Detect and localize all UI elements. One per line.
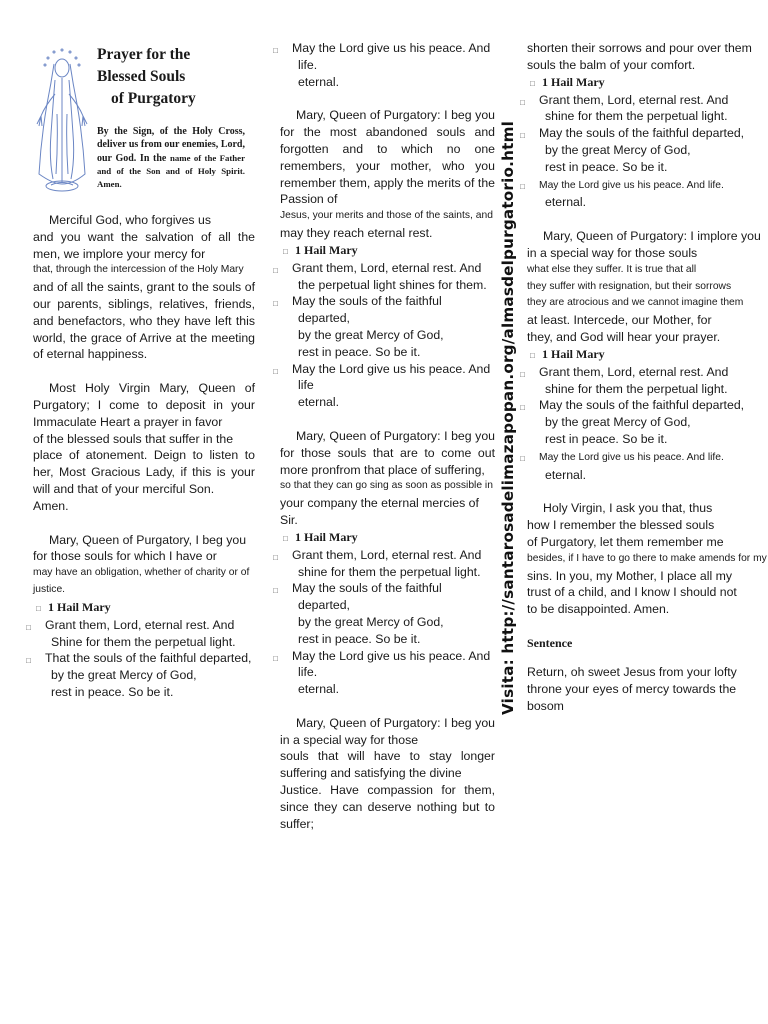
box-icon: □ xyxy=(26,622,31,632)
box-icon: □ xyxy=(273,366,278,376)
paragraph: they are atrocious and we cannot imagine them xyxy=(527,297,744,309)
box-icon: □ xyxy=(520,97,525,107)
box-icon: □ xyxy=(520,403,525,413)
bullet-text: Grant them, Lord, eternal rest. And xyxy=(45,617,235,632)
paragraph: Most Holy Virgin Mary, Queen of Purgatory; I come to deposit in your Immaculate Heart a prayer in favor xyxy=(33,381,255,429)
box-icon: □ xyxy=(520,131,525,141)
bullet-continuation: eternal. xyxy=(545,195,587,210)
bullet-text: Grant them, Lord, eternal rest. And xyxy=(539,92,729,107)
paragraph: to be disappointed. Amen. xyxy=(527,602,670,617)
bullet-continuation: rest in peace. So be it. xyxy=(545,431,668,446)
column-1 xyxy=(26,212,255,701)
paragraph: besides, if I have to go there to make amends for my xyxy=(527,552,767,564)
bullet-continuation: shine for them the perpetual light. xyxy=(545,381,728,396)
sign-line: By the Sign, of the Holy Cross, deliver us from our enemies, Lord, our God. In the xyxy=(97,126,245,164)
paragraph: at least. Intercede, our Mother, for xyxy=(527,313,712,328)
paragraph: and of all the saints, grant to the souls of our parents, siblings, relatives, friends, and benefactors, who they have left this world, the grace of Arrive at the meeting of eternal happiness. xyxy=(33,280,255,362)
bullet-item xyxy=(520,364,763,381)
page-title xyxy=(97,44,227,110)
bullet-continuation: rest in peace. So be it. xyxy=(298,631,421,646)
sentence-heading: Sentence xyxy=(527,635,573,650)
bullet-continuation: Shine for them the perpetual light. xyxy=(51,634,236,649)
paragraph: what else they suffer. It is true that all xyxy=(527,263,697,275)
column-3 xyxy=(520,40,767,714)
bullet-text: Grant them, Lord, eternal rest. And xyxy=(292,547,482,562)
box-icon: □ xyxy=(26,656,31,666)
paragraph: how I remember the blessed souls xyxy=(527,518,715,533)
sign-of-cross xyxy=(97,125,245,191)
paragraph: trust of a child, and I know I should not xyxy=(527,585,737,600)
paragraph: for those souls for which I have or xyxy=(33,549,217,564)
paragraph: Mary, Queen of Purgatory: I beg you for those souls that are to come out more pronfrom that place of suffering, xyxy=(280,428,495,477)
bullet-item xyxy=(273,648,495,682)
box-icon: □ xyxy=(273,299,278,309)
bullet-continuation: by the great Mercy of God, xyxy=(298,614,444,629)
paragraph: Merciful God, who forgives us xyxy=(49,213,211,227)
title-line: Prayer for the xyxy=(97,46,191,63)
paragraph: souls that will have to stay longer suffering and satisfying the divine xyxy=(280,749,495,781)
paragraph: they suffer with resignation, but their sorrows xyxy=(527,280,732,292)
bullet-continuation: eternal. xyxy=(298,74,340,89)
hail-mary-label: 1 Hail Mary xyxy=(295,529,358,544)
paragraph: throne your eyes of mercy towards the bosom xyxy=(527,681,737,713)
bullet-continuation: shine for them the perpetual light. xyxy=(545,109,728,124)
bullet-item xyxy=(26,617,255,634)
hail-mary-heading xyxy=(527,74,763,92)
paragraph: Amen. xyxy=(33,498,69,513)
virgin-mary-icon xyxy=(33,44,91,194)
bullet-text: May the souls of the faithful departed, xyxy=(539,398,745,413)
bullet-item xyxy=(273,580,495,614)
paragraph: and you want the salvation of all the men, we implore your mercy for xyxy=(33,229,255,261)
box-icon: □ xyxy=(273,552,278,562)
box-icon: □ xyxy=(520,181,525,191)
bullet-continuation: by the great Mercy of God, xyxy=(51,668,197,683)
bullet-continuation: rest in peace. So be it. xyxy=(545,159,668,174)
paragraph: Holy Virgin, I ask you that, thus xyxy=(543,501,713,516)
bullet-item xyxy=(273,40,495,74)
paragraph: Mary, Queen of Purgatory: I beg you for the most abandoned souls and forgotten and to which no one remembers, your mother, who you remember them, apply the merits of the Passion of xyxy=(280,108,495,207)
bullet-item xyxy=(273,293,495,327)
paragraph: souls the balm of your comfort. xyxy=(527,57,696,72)
bullet-continuation: eternal. xyxy=(545,467,587,482)
paragraph: Mary, Queen of Purgatory, I beg you xyxy=(49,532,247,547)
box-icon: □ xyxy=(273,46,278,55)
bullet-continuation: eternal. xyxy=(298,395,340,410)
hail-mary-heading xyxy=(33,599,255,617)
box-icon: □ xyxy=(283,533,288,543)
bullet-text: That the souls of the faithful departed, xyxy=(45,651,252,666)
bullet-item xyxy=(273,547,495,564)
bullet-text: May the Lord give us his peace. And life. xyxy=(539,451,724,463)
column-2 xyxy=(273,40,495,832)
bullet-text: Grant them, Lord, eternal rest. And xyxy=(539,364,729,379)
paragraph: so that they can go sing as soon as possible in xyxy=(280,480,493,492)
title-line: Blessed Souls xyxy=(97,68,186,85)
bullet-continuation: rest in peace. So be it. xyxy=(298,344,421,359)
paragraph: shorten their sorrows and pour over them xyxy=(527,41,752,55)
hail-mary-heading xyxy=(280,529,495,547)
bullet-continuation: by the great Mercy of God, xyxy=(545,415,691,430)
paragraph: Justice. Have compassion for them, since they can deserve nothing but to suffer; xyxy=(280,783,495,831)
bullet-text: May the souls of the faithful departed, xyxy=(292,581,442,613)
bullet-text: May the souls of the faithful departed, xyxy=(292,294,442,326)
paragraph: Jesus, your merits and those of the saints, and xyxy=(280,210,493,222)
bullet-item xyxy=(273,361,495,395)
box-icon: □ xyxy=(273,265,278,275)
paragraph: Mary, Queen of Purgatory: I implore you xyxy=(543,229,761,244)
bullet-text: May the Lord give us his peace. And life. xyxy=(292,41,491,72)
bullet-item xyxy=(520,448,763,467)
bullet-item xyxy=(273,260,495,277)
bullet-continuation: by the great Mercy of God, xyxy=(545,142,691,157)
paragraph: sins. In you, my Mother, I place all my xyxy=(527,568,733,583)
paragraph: may have an obligation, whether of charity or of justice. xyxy=(33,567,250,595)
paragraph: of the blessed souls that suffer in the xyxy=(33,431,234,446)
paragraph: of Purgatory, let them remember me xyxy=(527,534,724,549)
bullet-continuation: shine for them the perpetual light. xyxy=(298,564,481,579)
hail-mary-heading xyxy=(280,242,495,260)
bullet-continuation: rest in peace. So be it. xyxy=(51,684,174,699)
paragraph: they, and God will hear your prayer. xyxy=(527,329,721,344)
paragraph: Return, oh sweet Jesus from your lofty xyxy=(527,664,737,679)
title-line: of Purgatory xyxy=(111,90,196,107)
bullet-item xyxy=(520,125,763,142)
paragraph: in a special way for those souls xyxy=(527,245,698,260)
paragraph: Sir. xyxy=(280,512,298,527)
paragraph: may they reach eternal rest. xyxy=(280,225,433,240)
hail-mary-label: 1 Hail Mary xyxy=(295,242,358,257)
bullet-text: Grant them, Lord, eternal rest. And xyxy=(292,260,482,275)
sign-line: name of the Father and of the Son and of Holy Spirit. Amen. xyxy=(97,152,245,190)
paragraph: your company the eternal mercies of xyxy=(280,496,479,511)
bullet-item xyxy=(520,397,763,414)
box-icon: □ xyxy=(530,78,535,88)
bullet-text: May the Lord give us his peace. And life xyxy=(292,361,491,393)
bullet-continuation: the perpetual light shines for them. xyxy=(298,277,487,292)
hail-mary-label: 1 Hail Mary xyxy=(48,599,111,614)
bullet-text: May the souls of the faithful departed, xyxy=(539,126,745,141)
bullet-text: May the Lord give us his peace. And life. xyxy=(539,179,724,191)
box-icon: □ xyxy=(273,586,278,596)
bullet-item xyxy=(520,176,763,195)
bullet-continuation: eternal. xyxy=(298,682,340,697)
bullet-text: May the Lord give us his peace. And life. xyxy=(292,648,491,680)
box-icon: □ xyxy=(283,246,288,256)
hail-mary-label: 1 Hail Mary xyxy=(542,74,605,89)
website-url: Visita: http://santarosadelimazapopan.org/almasdelpurgatorio.html xyxy=(499,120,517,715)
hail-mary-label: 1 Hail Mary xyxy=(542,346,605,361)
box-icon: □ xyxy=(520,369,525,379)
paragraph: Mary, Queen of Purgatory: I beg you in a special way for those xyxy=(280,715,495,747)
box-icon: □ xyxy=(530,350,535,360)
bullet-item xyxy=(26,650,255,667)
bullet-item xyxy=(520,92,763,109)
bullet-continuation: by the great Mercy of God, xyxy=(298,327,444,342)
hail-mary-heading xyxy=(527,346,763,364)
box-icon: □ xyxy=(520,453,525,463)
paragraph: that, through the intercession of the Holy Mary xyxy=(33,264,244,276)
box-icon: □ xyxy=(273,653,278,663)
box-icon: □ xyxy=(36,603,41,613)
paragraph: place of atonement. Deign to listen to her, Most Gracious Lady, if this is your will and that of your merciful Son. xyxy=(33,448,255,496)
